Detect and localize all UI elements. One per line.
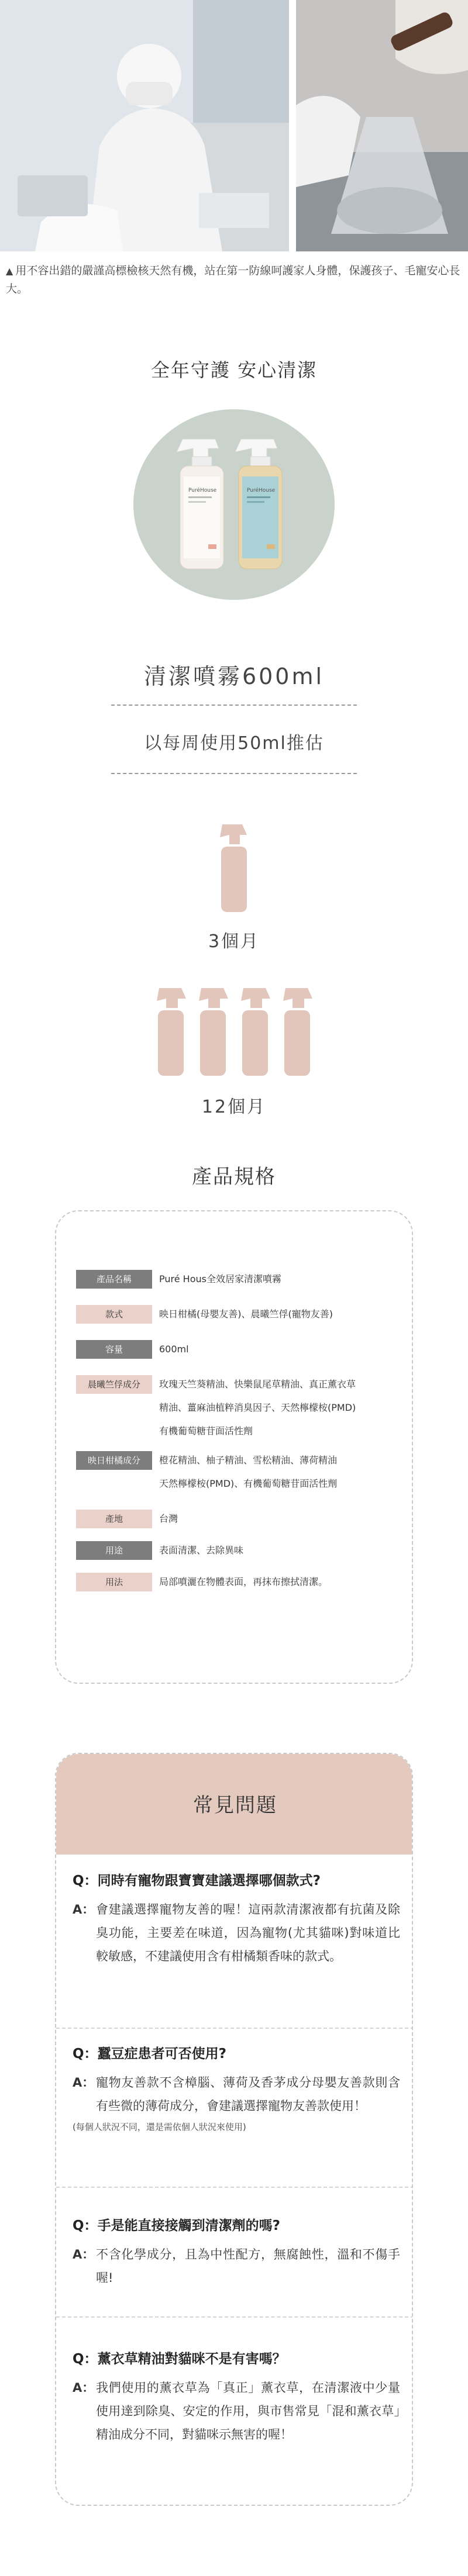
- spec-value-line: 玫瑰天竺葵精油、快樂鼠尾草精油、真正薰衣草: [159, 1379, 356, 1390]
- question-text: 薰衣草精油對貓咪不是有害嗎？: [97, 2351, 286, 2367]
- faq-header: [56, 1754, 413, 1855]
- triangle-icon: ▲: [6, 265, 13, 277]
- question-text: 蠶豆症患者可否使用?: [97, 2046, 226, 2062]
- bottle-brand-right: PuréHouse: [247, 488, 276, 493]
- faq-question: [73, 1871, 400, 1891]
- spec-label: 容量: [76, 1340, 152, 1359]
- spec-value: [159, 1449, 337, 1496]
- spec-row: [76, 1375, 404, 1443]
- faq-question: [73, 2216, 400, 2236]
- answer-text: 不含化學成分，且為中性配方，無腐蝕性，溫和不傷手喔!: [96, 2247, 400, 2285]
- spray-volume-title: 清潔噴霧600ml: [143, 664, 325, 689]
- spray-bottle-icon: [283, 988, 312, 1076]
- q-prefix: Q：: [73, 2046, 98, 2062]
- spec-label: 產品名稱: [76, 1270, 152, 1289]
- spec-row: [76, 1270, 404, 1289]
- spec-value-line: 精油、薑麻油植粹消臭因子、天然檸檬桉(PMD): [159, 1402, 356, 1413]
- spec-row: [76, 1541, 404, 1560]
- faq-item: [73, 2349, 400, 2446]
- faq-answer: [73, 2071, 400, 2118]
- faq-note: (每個人狀況不同，還是需依個人狀況來使用): [73, 2122, 246, 2132]
- twelve-months-label: 12個月: [201, 1097, 267, 1117]
- spec-label: 映日柑橘成分: [76, 1451, 152, 1470]
- q-prefix: Q：: [73, 2218, 98, 2233]
- answer-text: 會建議選擇寵物友善的喔！這兩款清潔液都有抗菌及除臭功能，主要差在味道，因為寵物(尤其貓咪)對味道比較敏感，不建議使用含有柑橘類香味的款式。: [96, 1902, 400, 1963]
- divider: [111, 705, 357, 706]
- year-round-title: 全年守護 安心清潔: [150, 359, 318, 381]
- amber-bottle: [235, 439, 282, 569]
- q-prefix: Q：: [73, 2351, 98, 2367]
- spray-bottle-icon: [216, 824, 252, 912]
- spec-label: 產地: [76, 1510, 152, 1528]
- spec-value: Puré Hous全效居家清潔噴霧: [159, 1273, 281, 1284]
- bottle-brand-left: PuréHouse: [188, 488, 217, 493]
- four-bottles-icon: [154, 988, 314, 1076]
- spec-table: [55, 1210, 413, 1684]
- question-text: 同時有寵物跟寶寶建議選擇哪個款式?: [97, 1873, 321, 1888]
- faq-title: 常見問題: [193, 1794, 277, 1817]
- three-months-label: 3個月: [208, 931, 260, 952]
- spec-value-line: 有機葡萄糖苷面活性劑: [159, 1425, 253, 1437]
- faq-item: [73, 2216, 400, 2290]
- hero-photos: [0, 0, 468, 251]
- spec-value: 台灣: [159, 1513, 178, 1524]
- spray-bottle-icon: [199, 988, 228, 1076]
- a-prefix: A：: [73, 1902, 95, 1917]
- faq-section: [55, 1753, 413, 2506]
- faq-question: [73, 2349, 400, 2369]
- white-bottle: [177, 439, 223, 569]
- spec-value: 600ml: [159, 1344, 189, 1355]
- spec-value-line: 天然檸檬桉(PMD)、有機葡萄糖苷面活性劑: [159, 1478, 338, 1489]
- answer-text: 寵物友善款不含樟腦、薄荷及香茅成分母嬰友善款則含有些微的薄荷成分，會建議選擇寵物友善款使用！: [96, 2076, 400, 2113]
- faq-divider: [56, 2316, 413, 2318]
- faq-answer: [73, 2243, 400, 2290]
- spec-label: 用法: [76, 1573, 152, 1591]
- faq-answer: [73, 1898, 400, 1968]
- product-bottles-image: [170, 436, 298, 576]
- spec-row: [76, 1305, 404, 1324]
- spec-value: [159, 1373, 356, 1443]
- a-prefix: A：: [73, 2076, 95, 2090]
- spec-value: 表面清潔、去除異味: [159, 1545, 244, 1556]
- weekly-usage-text: 以每周使用50ml推估: [144, 733, 324, 754]
- spec-row: [76, 1451, 404, 1496]
- answer-text: 我們使用的薰衣草為「真正」薰衣草，在清潔液中少量使用達到除臭、安定的作用，與市售常見「混和薰衣草」精油成分不同，對貓咪示無害的喔！: [96, 2381, 400, 2442]
- lab-worker-photo: [0, 0, 289, 251]
- spec-value: 局部噴灑在物體表面，再抹布擦拭清潔。: [159, 1576, 328, 1587]
- question-text: 手是能直接接觸到清潔劑的嗎?: [97, 2218, 280, 2233]
- spec-value: 映日柑橘(母嬰友善)、晨曦竺俘(寵物友善): [159, 1308, 333, 1320]
- spec-label: 款式: [76, 1305, 152, 1324]
- faq-divider: [56, 2028, 413, 2029]
- caption-text: 用不容出錯的嚴謹高標檢核天然有機，站在第一防線呵護家人身體，保護孩子、毛寵安心長大。: [6, 264, 460, 295]
- faq-divider: [56, 2187, 413, 2188]
- spec-label: 晨曦竺俘成分: [76, 1375, 152, 1394]
- spec-row: [76, 1510, 404, 1528]
- spray-bottle-icon: [157, 988, 186, 1076]
- spec-value-line: 橙花精油、柚子精油、雪松精油、薄荷精油: [159, 1455, 338, 1466]
- q-prefix: Q：: [73, 1873, 98, 1888]
- spray-bottle-icon: [241, 988, 270, 1076]
- lab-dropper-photo: [296, 0, 468, 251]
- spec-title: 產品規格: [192, 1165, 276, 1189]
- a-prefix: A：: [73, 2381, 95, 2395]
- faq-question: [73, 2044, 400, 2064]
- hero-caption: [6, 262, 462, 298]
- a-prefix: A：: [73, 2247, 95, 2261]
- faq-answer: [73, 2376, 400, 2446]
- spec-row: [76, 1573, 404, 1591]
- faq-item: [73, 2044, 400, 2135]
- spec-label: 用途: [76, 1541, 152, 1560]
- divider: [111, 773, 357, 774]
- faq-item: [73, 1871, 400, 1968]
- spec-row: [76, 1340, 404, 1359]
